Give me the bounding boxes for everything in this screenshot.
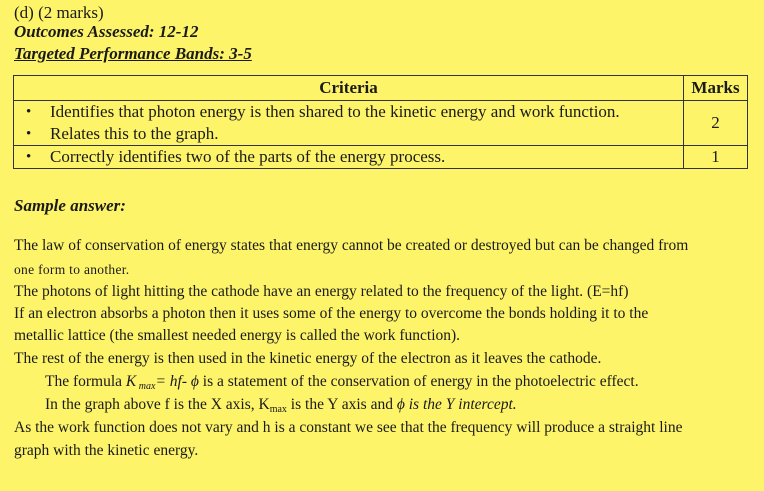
mark-value: 1: [684, 146, 748, 169]
bullet: •: [26, 148, 32, 165]
performance-bands: Targeted Performance Bands: 3-5: [14, 44, 252, 63]
table-row: [14, 101, 748, 146]
graph-line: In the graph above f is the X axis, Kmax is the Y axis and ϕ is the Y intercept.: [45, 396, 517, 415]
question-label: (d) (2 marks): [14, 3, 104, 22]
answer-paragraph: one form to another.: [14, 262, 130, 277]
formula-subscript: max: [136, 381, 156, 392]
formula-line: The formula K $_{max}$= hf- ϕ is a statement of the conservation of energy in the photoelectric effect.: [45, 373, 639, 392]
table-row: [14, 146, 748, 169]
bullet: •: [26, 103, 32, 120]
criteria-cell: [14, 146, 684, 169]
table-header-row: [14, 76, 748, 101]
answer-paragraph: The law of conservation of energy states that energy cannot be created or destroyed but can be changed from: [14, 237, 689, 254]
criteria-table: [13, 75, 748, 169]
answer-paragraph: graph with the kinetic energy.: [14, 442, 199, 459]
bullet: •: [26, 125, 32, 142]
answer-paragraph: The rest of the energy is then used in the kinetic energy of the electron as it leaves the cathode.: [14, 350, 602, 367]
criterion-item: [14, 123, 683, 145]
criterion-text: Correctly identifies two of the parts of the energy process.: [50, 147, 446, 166]
answer-paragraph: metallic lattice (the smallest needed energy is called the work function).: [14, 327, 461, 344]
mark-value: 2: [684, 101, 748, 146]
criterion-text: Identifies that photon energy is then shared to the kinetic energy and work function.: [50, 102, 620, 121]
criterion-item: [14, 146, 683, 168]
answer-paragraph: If an electron absorbs a photon then it uses some of the energy to overcome the bonds holding it to the: [14, 305, 649, 322]
answer-paragraph: The photons of light hitting the cathode have an energy related to the frequency of the light. (E=hf): [14, 283, 629, 300]
criterion-text: Relates this to the graph.: [50, 124, 219, 143]
formula-equation: = hf- ϕ: [155, 373, 199, 390]
kmax-subscript: max: [269, 404, 287, 415]
criterion-item: [14, 101, 683, 123]
criteria-cell: [14, 101, 684, 146]
y-intercept-text: ϕ is the Y intercept.: [396, 396, 517, 413]
outcomes-assessed: Outcomes Assessed: 12-12: [14, 22, 199, 41]
sample-answer-heading: Sample answer:: [14, 196, 126, 215]
criteria-header: Criteria: [14, 76, 684, 101]
answer-paragraph: As the work function does not vary and h is a constant we see that the frequency will produce a straight line: [14, 419, 683, 436]
formula-k: K: [125, 373, 137, 390]
marks-header: Marks: [684, 76, 748, 101]
